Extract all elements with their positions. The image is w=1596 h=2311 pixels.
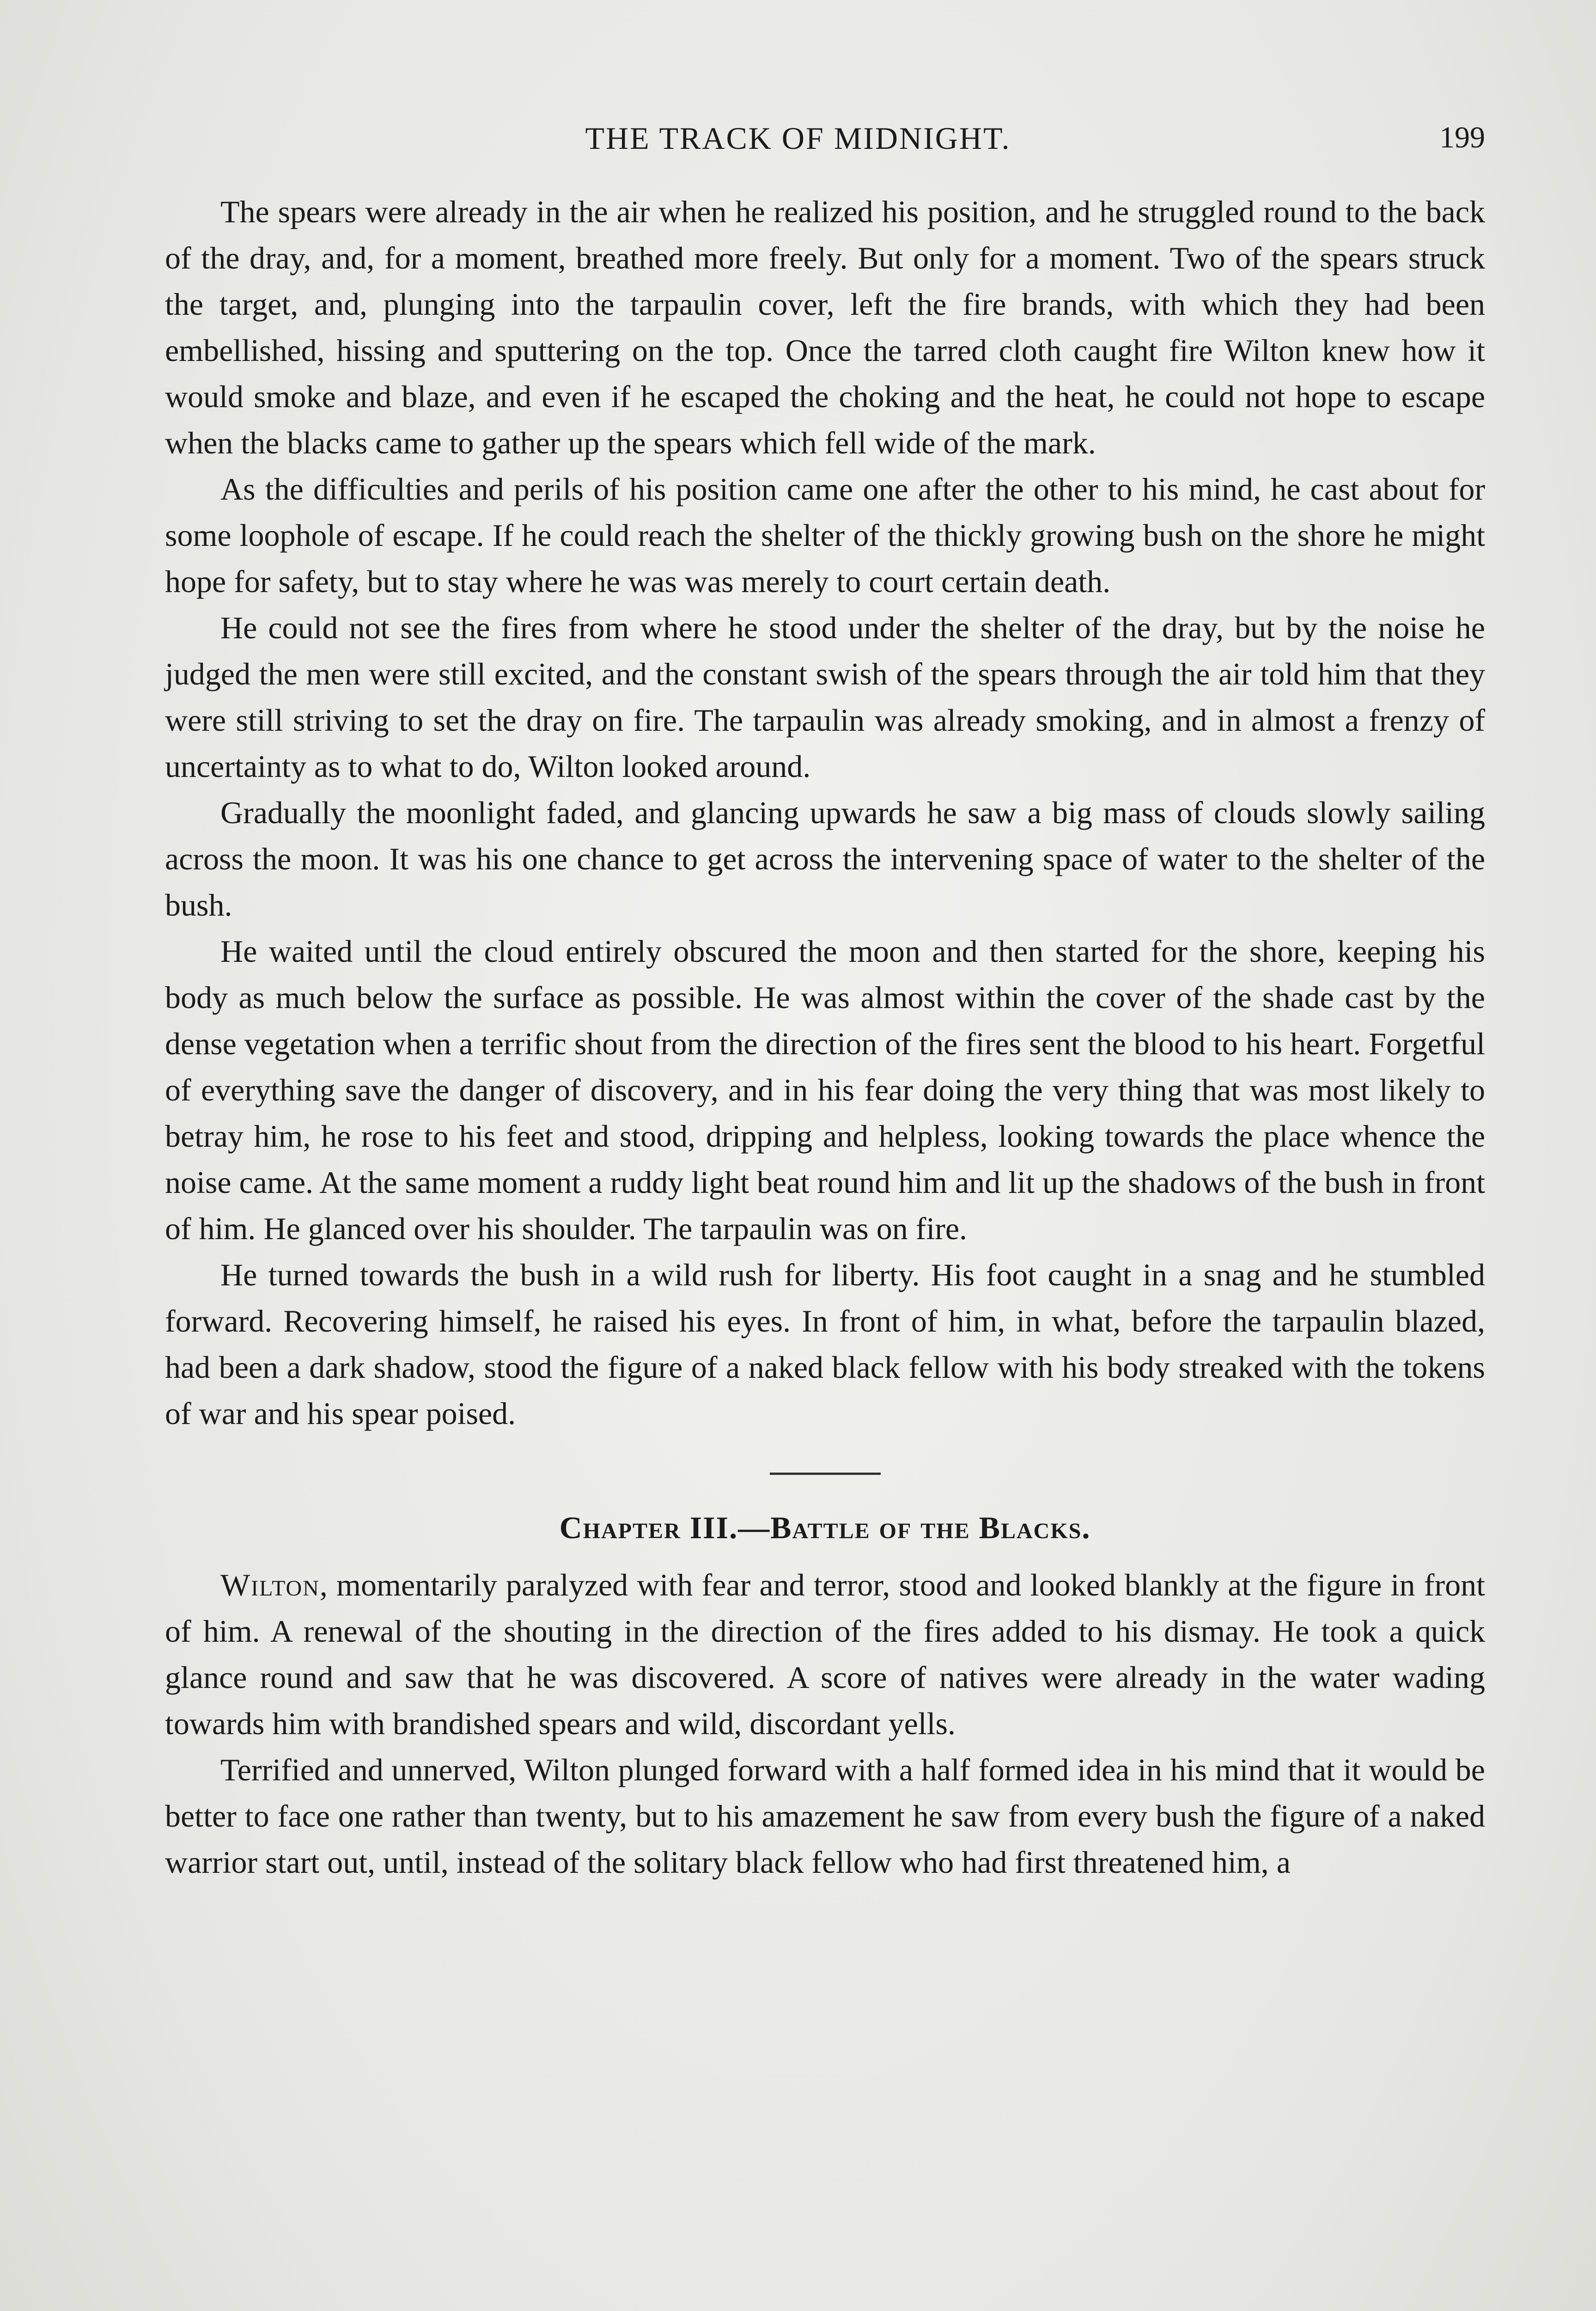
paragraph: He waited until the cloud entirely obscured the moon and then started for the shore, keeping his body as much below the surface as possible. He was almost within the cover of the shade cast by the dense vegetation when a terrific shout from the direction of the fires sent the blood to his heart. Forgetful of everything save the danger of discovery, and in his fear doing the very thing that was most likely to betray him, he rose to his feet and stood, dripping and helpless, looking towards the place whence the noise came. At the same moment a ruddy light beat round him and lit up the shadows of the bush in front of him. He glanced over his shoulder. The tarpaulin was on fire. bbox=[165, 934, 1485, 1246]
section-divider bbox=[770, 1473, 881, 1475]
paragraph: Gradually the moonlight faded, and glancing upwards he saw a big mass of clouds slowly sailing across the moon. It was his one chance to get across the intervening space of water to the shelter of the bush. bbox=[165, 795, 1485, 923]
chapter-opening-paragraph bbox=[165, 1562, 1485, 1747]
page-header bbox=[0, 111, 1596, 166]
paragraph: As the difficulties and perils of his position came one after the other to his mind, he cast about for some loophole of escape. If he could reach the shelter of the thickly growing bush on the shore he might hope for safety, but to stay where he was was merely to court certain death. bbox=[165, 471, 1485, 599]
page-number: 199 bbox=[1439, 121, 1485, 154]
paragraph: The spears were already in the air when he realized his position, and he struggled round to the back of the dray, and, for a moment, breathed more freely. But only for a moment. Two of the spears struck the target, and, plunging into the tarpaulin cover, left the fire brands, with which they had been embellished, hissing and sputtering on the top. Once the tarred cloth caught fire Wilton knew how it would smoke and blaze, and even if he escaped the choking and the heat, he could not hope to escape when the blacks came to gather up the spears which fell wide of the mark. bbox=[165, 194, 1485, 460]
chapter-heading: Chapter III.—Battle of the Blacks. bbox=[559, 1510, 1091, 1545]
body-text bbox=[165, 189, 1485, 1885]
paragraph: He could not see the fires from where he stood under the shelter of the dray, but by the noise he judged the men were still excited, and the constant swish of the spears through the air told him that they were still striving to set the dray on fire. The tarpaulin was already smoking, and in almost a frenzy of uncertainty as to what to do, Wilton looked around. bbox=[165, 610, 1485, 784]
running-head: THE TRACK OF MIDNIGHT. bbox=[585, 121, 1011, 156]
paragraph: Terrified and unnerved, Wilton plunged forward with a half formed idea in his mind that it would be better to face one rather than twenty, but to his amazement he saw from every bush the figure of a naked warrior start out, until, instead of the solitary black fellow who had first threatened him, a bbox=[165, 1752, 1485, 1880]
chapter-first-paragraph-text: , momentarily paralyzed with fear and terror, stood and looked blankly at the figure in front of him. A renewal of the shouting in the direction of the fires added to his dismay. He took a quick glance round and saw that he was discovered. A score of natives were already in the water wading towards him with brandished spears and wild, discordant yells. bbox=[165, 1567, 1485, 1741]
paragraph: He turned towards the bush in a wild rush for liberty. His foot caught in a snag and he stumbled forward. Recovering himself, he raised his eyes. In front of him, in what, before the tarpaulin blazed, had been a dark shadow, stood the figure of a naked black fellow with his body streaked with the tokens of war and his spear poised. bbox=[165, 1257, 1485, 1431]
chapter-first-word: Wilton bbox=[220, 1567, 320, 1602]
